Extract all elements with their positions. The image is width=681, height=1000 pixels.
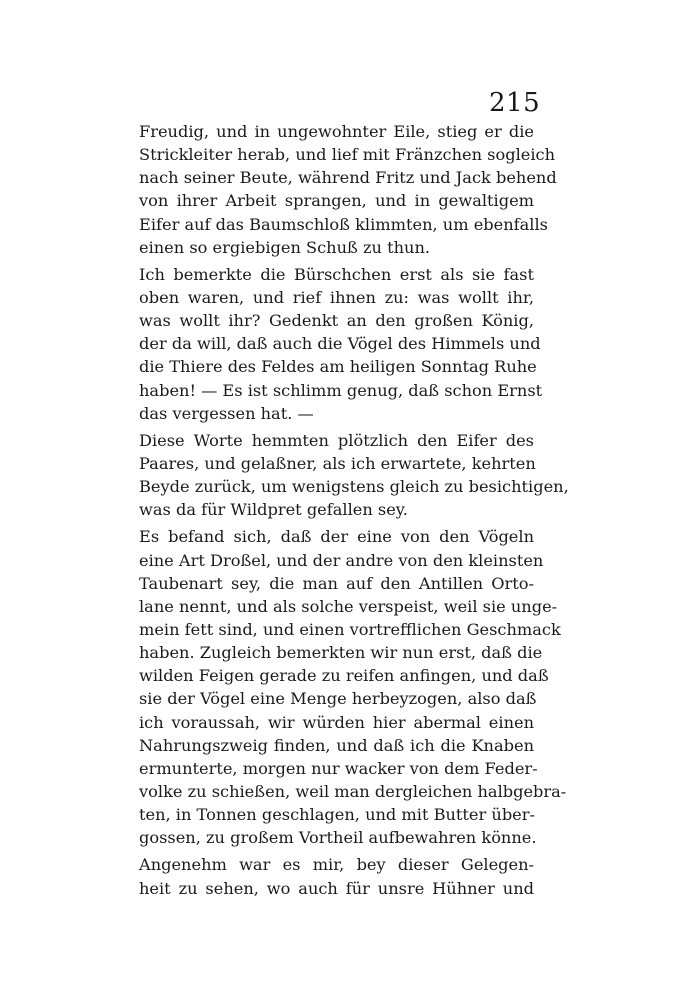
text-line: mein fett sind, und einen vortrefflichen Geschmack: [139, 619, 561, 639]
text-line: oben waren, und rief ihnen zu: was wollt ihr,: [139, 287, 534, 307]
paragraph: [139, 525, 567, 849]
paragraph: [139, 853, 534, 899]
text-line: Eifer auf das Baumschloß klimmten, um ebenfalls: [139, 214, 548, 234]
text-line: eine Art Droßel, und der andre von den kleinsten: [139, 550, 544, 570]
text-line: Es befand sich, daß der eine von den Vögeln: [139, 527, 534, 547]
text-line: Diese Worte hemmten plötzlich den Eifer des: [139, 430, 534, 450]
text-line: haben! — Es ist schlimm genug, daß schon Ernst: [139, 380, 543, 400]
text-line: nach seiner Beute, während Fritz und Jack behend: [139, 168, 557, 188]
page-number: 215: [489, 88, 541, 118]
text-line: der da will, daß auch die Vögel des Himmels und: [139, 334, 541, 354]
text-line: gossen, zu großem Vortheil aufbewahren könne.: [139, 828, 537, 848]
paragraph: [139, 263, 543, 425]
text-line: von ihrer Arbeit sprangen, und in gewaltigem: [139, 191, 534, 211]
text-line: Freudig, und in ungewohnter Eile, stieg er die: [139, 122, 534, 141]
text-line: Paares, und gelaßner, als ich erwartete, kehrten: [139, 453, 536, 473]
text-line: sie der Vögel eine Menge herbeyzogen, also daß: [139, 689, 537, 709]
text-line: was wollt ihr? Gedenkt an den großen König,: [139, 311, 534, 331]
text-line: was da für Wildpret gefallen sey.: [139, 500, 408, 520]
text-line: lane nennt, und als solche verspeist, weil sie unge-: [139, 596, 558, 616]
text-line: heit zu sehen, wo auch für unsre Hühner und: [139, 878, 534, 898]
text-line: die Thiere des Feldes am heiligen Sonntag Ruhe: [139, 357, 537, 377]
text-line: Ich bemerkte die Bürschchen erst als sie fast: [139, 264, 534, 284]
text-line: einen so ergiebigen Schuß zu thun.: [139, 237, 431, 257]
text-line: Taubenart sey, die man auf den Antillen Orto-: [139, 573, 534, 593]
text-line: Angenehm war es mir, bey dieser Gelegen-: [139, 855, 534, 875]
text-line: Beyde zurück, um wenigstens gleich zu besichtigen,: [139, 477, 569, 497]
text-line: volke zu schießen, weil man dergleichen halbgebra-: [139, 781, 567, 801]
text-line: ermunterte, morgen nur wacker von dem Feder-: [139, 758, 538, 778]
text-line: Nahrungszweig finden, und daß ich die Knaben: [139, 735, 534, 755]
body-text: [139, 120, 569, 900]
text-line: Strickleiter herab, und lief mit Fränzchen sogleich: [139, 145, 555, 165]
text-line: ich voraussah, wir würden hier abermal einen: [139, 712, 534, 732]
text-line: wilden Feigen gerade zu reifen anfingen, und daß: [139, 666, 549, 686]
paragraph: [139, 429, 569, 522]
text-line: ten, in Tonnen geschlagen, und mit Butter über-: [139, 805, 535, 825]
text-line: das vergessen hat. —: [139, 403, 314, 423]
text-line: haben. Zugleich bemerkten wir nun erst, daß die: [139, 643, 543, 663]
paragraph: [139, 120, 557, 259]
